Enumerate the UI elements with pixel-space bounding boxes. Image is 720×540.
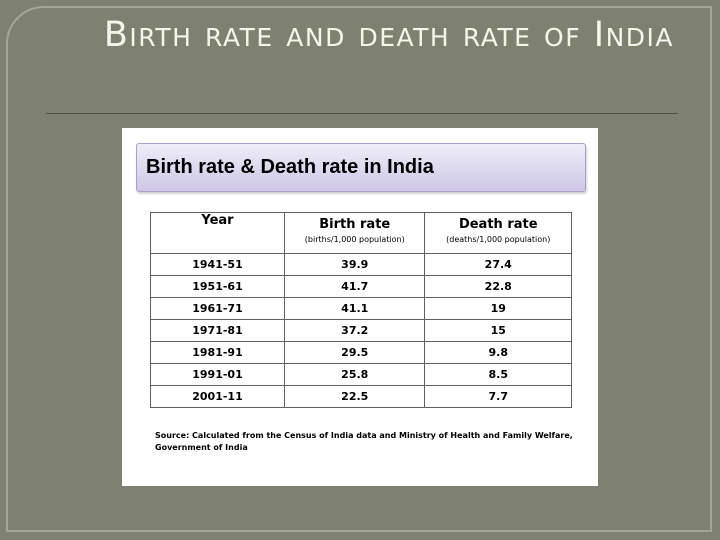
year-cell: 1951-61 — [151, 276, 285, 298]
death-rate-cell: 27.4 — [425, 254, 572, 276]
column-header-unit: (births/1,000 population) — [304, 235, 405, 244]
death-rate-cell: 8.5 — [425, 364, 572, 386]
column-header-birth-rate — [285, 213, 425, 254]
table-heading: Birth rate & Death rate in India — [136, 143, 586, 192]
birth-rate-cell: 41.1 — [285, 298, 425, 320]
column-header-year — [151, 213, 285, 254]
death-rate-cell: 15 — [425, 320, 572, 342]
table-row — [151, 276, 572, 298]
column-header-label: Year — [201, 213, 234, 228]
column-header-unit: (deaths/1,000 population) — [446, 235, 551, 244]
year-cell: 1941-51 — [151, 254, 285, 276]
source-note: Source: Calculated from the Census of India data and Ministry of Health and Family Welfare, Government of India — [155, 431, 573, 452]
column-header-death-rate — [425, 213, 572, 254]
rates-table — [150, 212, 572, 408]
table-image — [122, 128, 598, 486]
table-row — [151, 298, 572, 320]
table-row — [151, 320, 572, 342]
table-row — [151, 386, 572, 408]
birth-rate-cell: 22.5 — [285, 386, 425, 408]
year-cell: 1991-01 — [151, 364, 285, 386]
slide-title: Birth rate and death rate of India — [103, 15, 674, 55]
birth-rate-cell: 29.5 — [285, 342, 425, 364]
year-cell: 1981-91 — [151, 342, 285, 364]
year-cell: 1961-71 — [151, 298, 285, 320]
year-cell: 2001-11 — [151, 386, 285, 408]
table-row — [151, 342, 572, 364]
death-rate-cell: 22.8 — [425, 276, 572, 298]
column-header-label: Death rate — [458, 217, 538, 232]
title-divider — [46, 113, 678, 114]
death-rate-cell: 19 — [425, 298, 572, 320]
death-rate-cell: 7.7 — [425, 386, 572, 408]
table-row — [151, 364, 572, 386]
birth-rate-cell: 39.9 — [285, 254, 425, 276]
death-rate-cell: 9.8 — [425, 342, 572, 364]
table-row — [151, 254, 572, 276]
year-cell: 1971-81 — [151, 320, 285, 342]
table-header-row — [151, 213, 572, 254]
birth-rate-cell: 37.2 — [285, 320, 425, 342]
birth-rate-cell: 25.8 — [285, 364, 425, 386]
column-header-label: Birth rate — [319, 217, 391, 232]
birth-rate-cell: 41.7 — [285, 276, 425, 298]
